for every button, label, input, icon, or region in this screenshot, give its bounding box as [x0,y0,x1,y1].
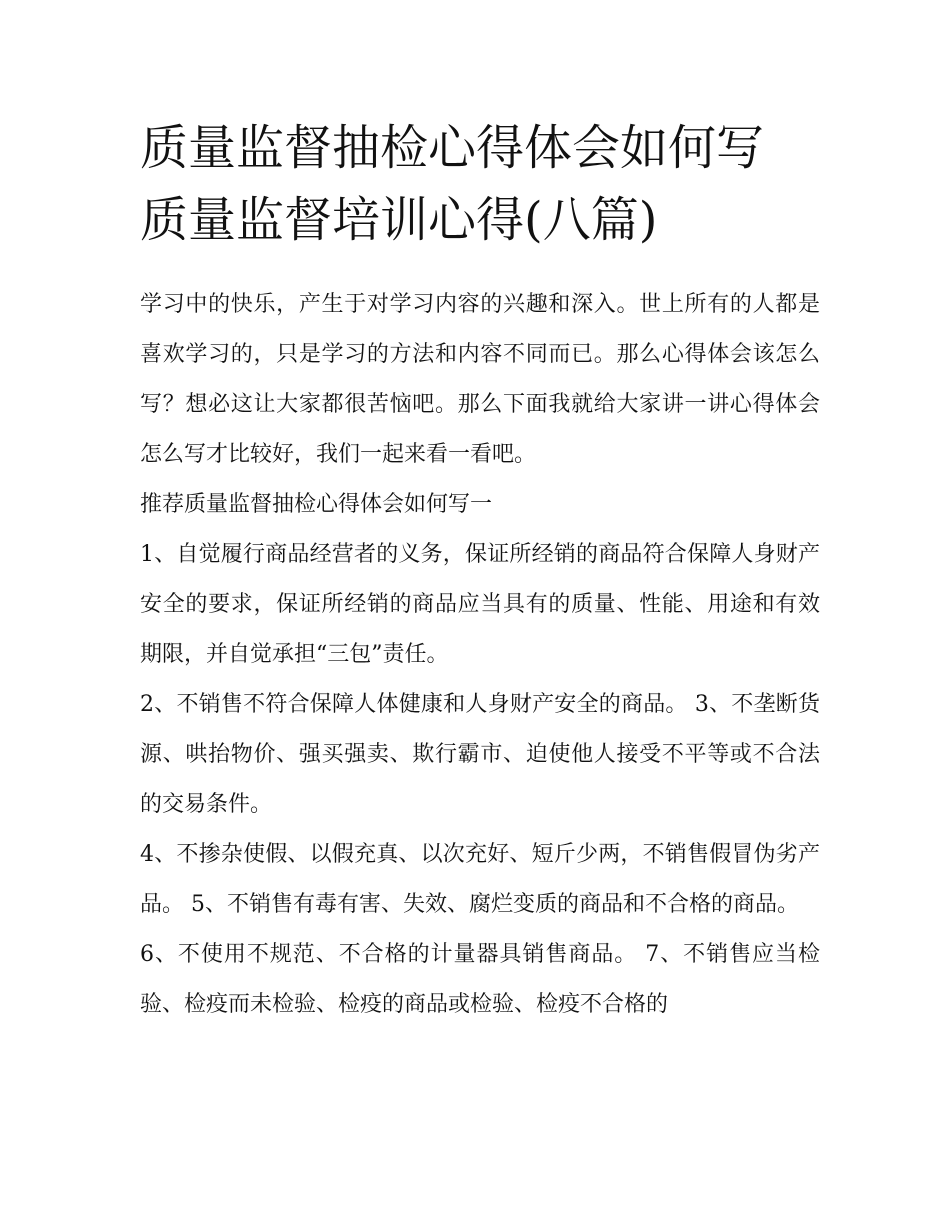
document-title [140,112,820,256]
list-item-4-5: 4、不掺杂使假、以假充真、以次充好、短斤少两，不销售假冒伪劣产品。 5、不销售有毒有害、失效、腐烂变质的商品和不合格的商品。 [140,842,820,917]
document-page [140,112,820,1030]
title-line-1: 质量监督抽检心得体会如何写 [140,120,765,176]
section-heading: 推荐质量监督抽检心得体会如何写一 [140,492,493,517]
document-body [140,280,820,1030]
intro-paragraph: 学习中的快乐，产生于对学习内容的兴趣和深入。世上所有的人都是喜欢学习的，只是学习的方法和内容不同而已。那么心得体会该怎么写？想必这让大家都很苦恼吧。那么下面我就给大家讲一讲心得体会怎么写才比较好，我们一起来看一看吧。 [140,292,820,467]
list-item-2-3: 2、不销售不符合保障人体健康和人身财产安全的商品。 3、不垄断货源、哄抬物价、强买强卖、欺行霸市、迫使他人接受不平等或不合法的交易条件。 [140,692,820,817]
list-item-6-7: 6、不使用不规范、不合格的计量器具销售商品。 7、不销售应当检验、检疫而未检验、检疫的商品或检验、检疫不合格的 [140,942,820,1017]
title-line-2: 质量监督培训心得(八篇) [140,192,658,248]
list-item-1: 1、自觉履行商品经营者的义务，保证所经销的商品符合保障人身财产安全的要求，保证所经销的商品应当具有的质量、性能、用途和有效期限，并自觉承担“三包”责任。 [140,542,820,667]
